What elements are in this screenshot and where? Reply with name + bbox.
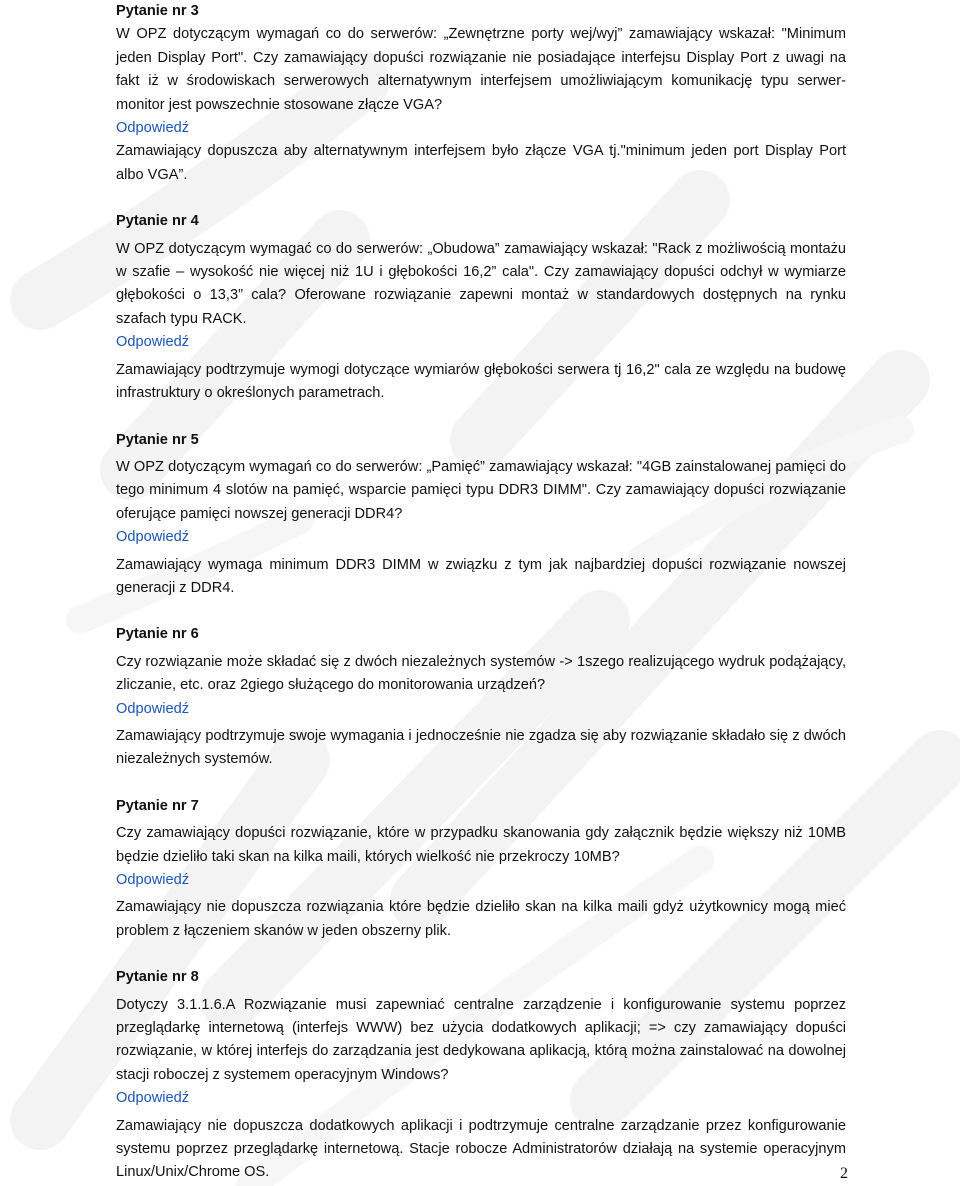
question-section-6	[116, 623, 846, 771]
question-section-4	[116, 210, 846, 405]
question-text: W OPZ dotyczącym wymagań co do serwerów: „Pamięć” zamawiający wskazał: "4GB zainstalowanej pamięci do tego minimum 4 slotów na pamięć, wsparcie pamięci typu DDR3 DIMM". Czy zamawiający dopuści rozwiązanie oferujące pamięci nowszej generacji DDR4?	[116, 458, 846, 522]
answer-text: Zamawiający nie dopuszcza dodatkowych aplikacji i podtrzymuje centralne zarządzanie przez konfigurowanie systemu poprzez przeglądarkę internetową. Stacje robocze Administratorów działają na systemie operacyjnym Linux/Unix/Chrome OS.	[116, 1117, 846, 1181]
answer-label: Odpowiedź	[116, 529, 190, 546]
question-text: Czy zamawiający dopuści rozwiązanie, które w przypadku skanowania gdy załącznik będzie większy niż 10MB będzie dzieliło taki skan na kilka maili, których wielkość nie przekroczy 10MB?	[116, 825, 846, 865]
answer-text: Zamawiający podtrzymuje swoje wymagania i jednocześnie nie zgadza się aby rozwiązanie składało się z dwóch niezależnych systemów.	[116, 727, 846, 768]
question-heading: Pytanie nr 6	[116, 626, 199, 643]
question-section-3	[116, 0, 846, 187]
question-text: Dotyczy 3.1.1.6.A Rozwiązanie musi zapewniać centralne zarządzenie i konfigurowanie systemu poprzez przeglądarkę internetową (interfejs WWW) bez użycia dodatkowych aplikacji; => czy zamawiający dopuści rozwiązanie, w której interfejs do zarządzania jest dedykowana aplikacją, którą można zainstalować na dowolnej stacji roboczej z systemem operacyjnym Windows?	[116, 996, 846, 1083]
question-section-8	[116, 966, 846, 1185]
answer-label: Odpowiedź	[116, 700, 190, 717]
answer-text: Zamawiający nie dopuszcza rozwiązania które będzie dzieliło skan na kilka maili gdyż użytkownicy mogą mieć problem z łączeniem skanów w jeden obszerny plik.	[116, 899, 846, 939]
question-text: Czy rozwiązanie może składać się z dwóch niezależnych systemów -> 1szego realizującego wydruk podążający, zliczanie, etc. oraz 2giego służącego do monitorowania urządzeń?	[116, 653, 846, 694]
question-heading: Pytanie nr 8	[116, 969, 199, 986]
answer-text: Zamawiający dopuszcza aby alternatywnym interfejsem było złącze VGA tj."minimum jeden port Display Port albo VGA”.	[116, 143, 846, 183]
document-page	[116, 0, 846, 1185]
question-heading: Pytanie nr 4	[116, 213, 199, 230]
page-number: 2	[840, 1165, 848, 1182]
answer-label: Odpowiedź	[116, 1090, 190, 1107]
answer-label: Odpowiedź	[116, 334, 190, 351]
answer-label: Odpowiedź	[116, 872, 190, 888]
answer-text: Zamawiający wymaga minimum DDR3 DIMM w związku z tym jak najbardziej dopuści rozwiązanie nowszej generacji z DDR4.	[116, 556, 846, 596]
question-heading: Pytanie nr 7	[116, 797, 199, 814]
answer-label: Odpowiedź	[116, 120, 190, 137]
question-text: W OPZ dotyczącym wymagań co do serwerów: „Zewnętrzne porty wej/wyj” zamawiający wskazał: "Minimum jeden Display Port". Czy zamawiający dopuści rozwiązanie nie posiadające interfejsu Display Port z uwagi na fakt iż w środowiskach serwerowych alternatywnym interfejsem umożliwiającym komunikację typu serwer-monitor jest powszechnie stosowane złącze VGA?	[116, 26, 846, 113]
question-text: W OPZ dotyczącym wymagać co do serwerów: „Obudowa” zamawiający wskazał: "Rack z możliwością montażu w szafie – wysokość nie więcej niż 1U i głębokości 16,2” cala". Czy zamawiający dopuści odchył w wymiarze głębokości o 13,3” cala? Oferowane rozwiązanie zapewni montaż w standardowych dostępnych na rynku szafach typu RACK.	[116, 240, 846, 327]
question-heading: Pytanie nr 5	[116, 431, 199, 448]
question-section-7	[116, 795, 846, 943]
answer-text: Zamawiający podtrzymuje wymogi dotyczące wymiarów głębokości serwera tj 16,2" cala ze względu na budowę infrastruktury o określonych parametrach.	[116, 361, 846, 402]
question-section-5	[116, 429, 846, 601]
question-heading: Pytanie nr 3	[116, 3, 199, 19]
